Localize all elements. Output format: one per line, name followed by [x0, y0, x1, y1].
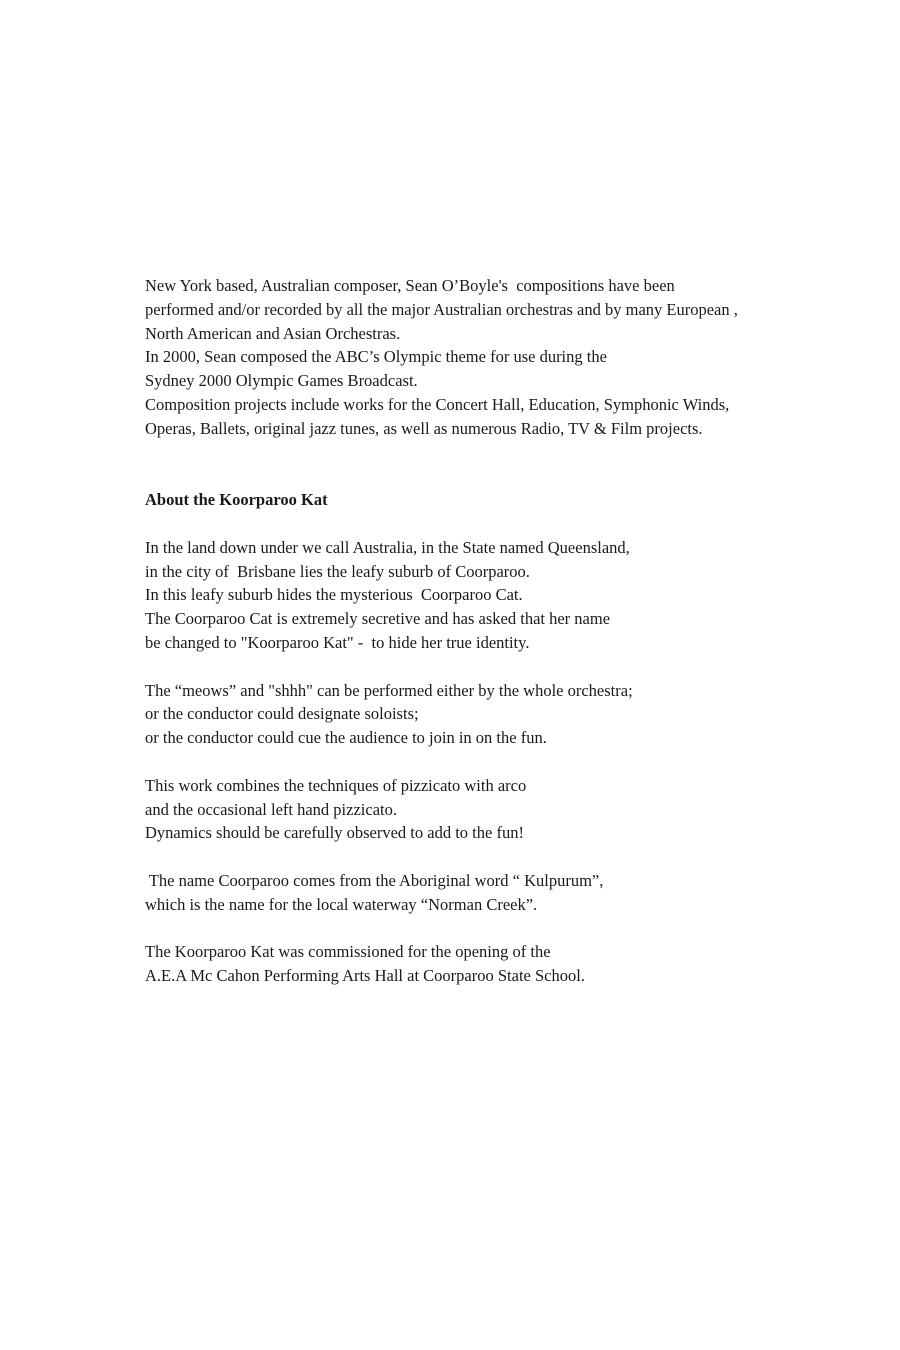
paragraph-line: which is the name for the local waterway “Norman Creek”.	[145, 894, 538, 914]
paragraph-line: The name Coorparoo comes from the Aboriginal word “ Kulpurum”,	[145, 870, 604, 890]
paragraph-line: The “meows” and "shhh" can be performed either by the whole orchestra;	[145, 680, 633, 700]
document-body	[145, 274, 845, 988]
name-origin-paragraph	[145, 869, 845, 917]
paragraph-line: or the conductor could cue the audience to join in on the fun.	[145, 728, 547, 748]
paragraph-line: Dynamics should be carefully observed to add to the fun!	[145, 823, 524, 843]
paragraph-line: This work combines the techniques of pizzicato with arco	[145, 775, 527, 795]
intro-line: performed and/or recorded by all the major Australian orchestras and by many European ,	[145, 299, 738, 319]
paragraph-line: be changed to "Koorparoo Kat" - to hide her true identity.	[145, 632, 530, 652]
intro-line: In 2000, Sean composed the ABC’s Olympic theme for use during the	[145, 347, 607, 367]
paragraph-line: and the occasional left hand pizzicato.	[145, 799, 397, 819]
technique-paragraph	[145, 774, 845, 845]
story-paragraph	[145, 536, 845, 655]
paragraph-line: in the city of Brisbane lies the leafy suburb of Coorparoo.	[145, 561, 530, 581]
paragraph-line: In this leafy suburb hides the mysterious Coorparoo Cat.	[145, 585, 523, 605]
paragraph-line: or the conductor could designate soloists;	[145, 704, 419, 724]
performance-notes-paragraph	[145, 679, 845, 750]
paragraph-line: The Coorparoo Cat is extremely secretive and has asked that her name	[145, 609, 611, 629]
intro-line: North American and Asian Orchestras.	[145, 323, 401, 343]
paragraph-line: A.E.A Mc Cahon Performing Arts Hall at Coorparoo State School.	[145, 966, 585, 986]
commission-paragraph	[145, 940, 845, 988]
section-heading: About the Koorparoo Kat	[145, 490, 328, 510]
intro-line: Sydney 2000 Olympic Games Broadcast.	[145, 371, 418, 391]
paragraph-line: The Koorparoo Kat was commissioned for the opening of the	[145, 942, 551, 962]
paragraph-line: In the land down under we call Australia, in the State named Queensland,	[145, 537, 630, 557]
intro-line: New York based, Australian composer, Sean O’Boyle's compositions have been	[145, 276, 675, 295]
intro-line: Operas, Ballets, original jazz tunes, as well as numerous Radio, TV & Film projects.	[145, 418, 703, 438]
intro-paragraph	[145, 274, 845, 441]
intro-line: Composition projects include works for the Concert Hall, Education, Symphonic Winds,	[145, 394, 730, 414]
